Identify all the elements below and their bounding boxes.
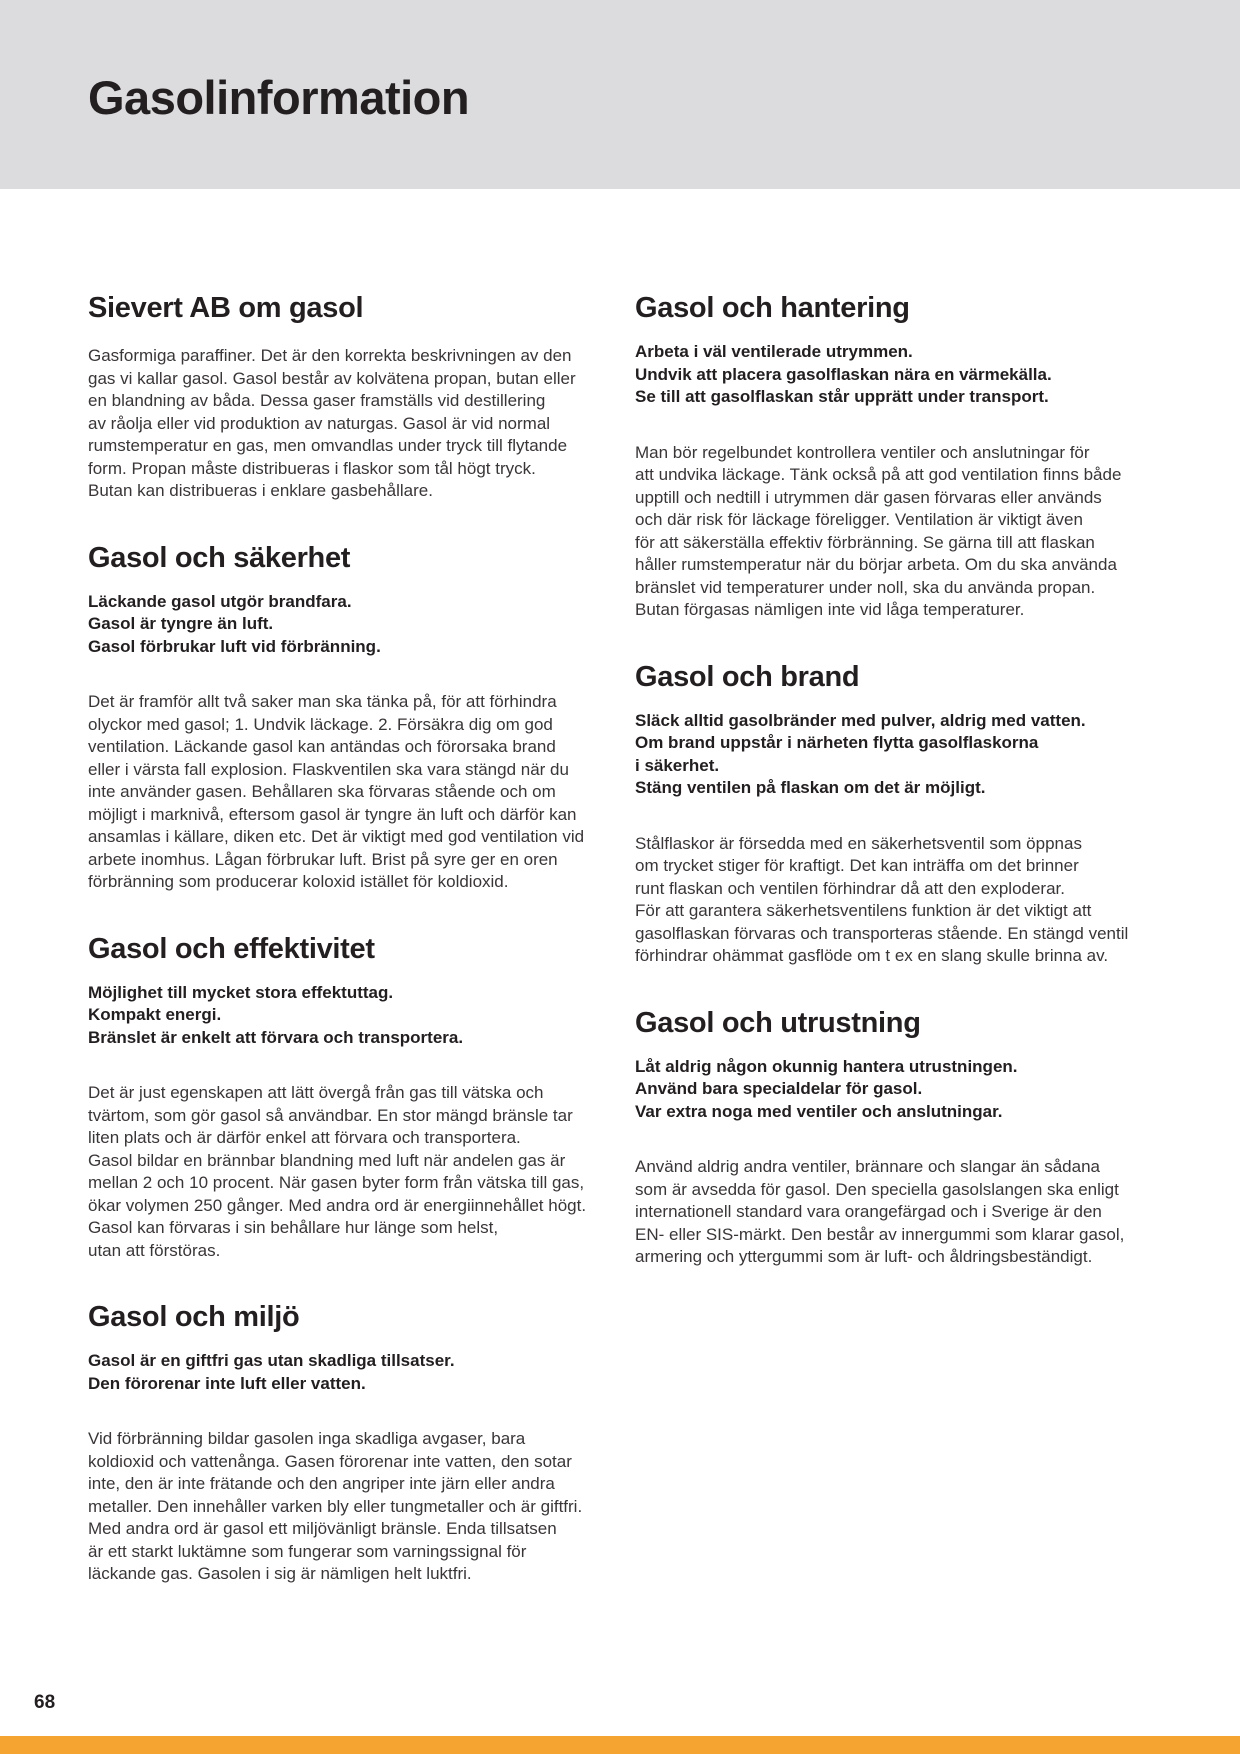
body-line: internationell standard vara orangefärgad och i Sverige är den <box>635 1202 1102 1221</box>
body-line: möjligt i marknivå, eftersom gasol är tyngre än luft och därför kan <box>88 804 577 824</box>
body-line: inte använder gasen. Behållaren ska förvaras stående och om <box>88 782 556 801</box>
lead-line: Låt aldrig någon okunnig hantera utrustningen. <box>635 1056 1018 1076</box>
body-line: Använd aldrig andra ventiler, brännare och slangar än sådana <box>635 1157 1100 1176</box>
lead-line: Om brand uppstår i närheten flytta gasolflaskorna <box>635 733 1039 752</box>
body-line: ansamlas i källare, diken etc. Det är viktigt med god ventilation vid <box>88 827 585 846</box>
body-line: bränslet vid temperaturer under noll, ska du använda propan. <box>635 577 1096 597</box>
page-title: Gasolinformation <box>88 71 470 124</box>
body-line: koldioxid och vattenånga. Gasen förorenar inte vatten, den sotar <box>88 1451 572 1471</box>
body-line: och där risk för läckage föreligger. Ventilation är viktigt även <box>635 510 1083 529</box>
article-section <box>88 930 608 1263</box>
body-line: Vid förbränning bildar gasolen inga skadliga avgaser, bara <box>88 1429 526 1448</box>
lead-line: Gasol förbrukar luft vid förbränning. <box>88 636 381 656</box>
section-heading: Sievert AB om gasol <box>88 292 364 324</box>
page-number: 68 <box>34 1692 56 1713</box>
body-line: är ett starkt luktämne som fungerar som varningssignal för <box>88 1541 527 1561</box>
body-line: Stålflaskor är försedda med en säkerhetsventil som öppnas <box>635 833 1082 853</box>
lead-line: Gasol är en giftfri gas utan skadliga tillsatser. <box>88 1351 455 1370</box>
article-section <box>635 658 1155 968</box>
body-line: runt flaskan och ventilen förhindrar då att den exploderar. <box>635 878 1065 898</box>
article-section <box>635 289 1155 622</box>
lead-line: Den förorenar inte luft eller vatten. <box>88 1373 366 1393</box>
lead-line: Läckande gasol utgör brandfara. <box>88 591 352 611</box>
lead-line: Se till att gasolflaskan står upprätt under transport. <box>635 387 1049 406</box>
lead-line: Arbeta i väl ventilerade utrymmen. <box>635 342 913 361</box>
section-lead <box>635 1042 1155 1124</box>
lead-line: Bränslet är enkelt att förvara och transportera. <box>88 1027 464 1047</box>
body-line: inte, den är inte frätande och den angriper inte järn eller andra <box>88 1474 555 1493</box>
body-line: form. Propan måste distribueras i flaskor som tål högt tryck. <box>88 458 536 478</box>
section-heading: Gasol och hantering <box>635 292 910 324</box>
body-line: för att säkerställa effektiv förbränning. Se gärna till att flaskan <box>635 532 1095 552</box>
section-heading: Gasol och säkerhet <box>88 541 351 574</box>
body-line: EN- eller SIS-märkt. Den består av innergummi som klarar gasol, <box>635 1224 1125 1244</box>
body-line: förbränning som producerar koloxid istället för koldioxid. <box>88 872 509 891</box>
body-line: att undvika läckage. Tänk också på att god ventilation finns både <box>635 465 1122 484</box>
section-heading: Gasol och miljö <box>88 1301 300 1333</box>
footer-stripe <box>0 1736 1240 1754</box>
body-line: gasolflaskan förvaras och transporteras stående. En stängd ventil <box>635 923 1129 943</box>
body-line: läckande gas. Gasolen i sig är nämligen helt luktfri. <box>88 1564 472 1583</box>
section-body <box>88 1049 608 1262</box>
right-column <box>635 289 1155 1305</box>
body-line: armering och yttergummi som är luft- och åldringsbeständigt. <box>635 1247 1093 1266</box>
article-section <box>635 1004 1155 1269</box>
section-body <box>88 658 608 894</box>
body-line: Det är just egenskapen att lätt övergå från gas till vätska och <box>88 1083 544 1102</box>
body-line: Med andra ord är gasol ett miljövänligt bränsle. Enda tillsatsen <box>88 1519 557 1538</box>
lead-line: Gasol är tyngre än luft. <box>88 614 274 633</box>
section-body <box>635 1123 1155 1269</box>
body-line: tvärtom, som gör gasol så användbar. En stor mängd bränsle tar <box>88 1105 573 1125</box>
body-line: ventilation. Läckande gasol kan antändas och förorsaka brand <box>88 737 556 756</box>
lead-line: Stäng ventilen på flaskan om det är möjligt. <box>635 778 986 797</box>
body-line: upptill och nedtill i utrymmen där gasen förvaras eller används <box>635 487 1102 507</box>
body-line: eller i värsta fall explosion. Flaskventilen ska vara stängd när du <box>88 759 569 779</box>
body-line: gas vi kallar gasol. Gasol består av kolvätena propan, butan eller <box>88 368 576 388</box>
body-line: Man bör regelbundet kontrollera ventiler och anslutningar för <box>635 442 1090 462</box>
body-line: ökar volymen 250 gånger. Med andra ord är energiinnehållet högt. <box>88 1195 587 1215</box>
body-line: För att garantera säkerhetsventilens funktion är det viktigt att <box>635 901 1092 920</box>
section-body <box>88 1395 608 1586</box>
lead-line: Släck alltid gasolbränder med pulver, aldrig med vatten. <box>635 710 1086 730</box>
body-line: Gasformiga paraffiner. Det är den korrekta beskrivningen av den <box>88 346 572 365</box>
lead-line: Undvik att placera gasolflaskan nära en värmekälla. <box>635 364 1052 384</box>
section-lead <box>88 968 608 1050</box>
lead-line: Var extra noga med ventiler och anslutningar. <box>635 1101 1003 1121</box>
section-lead <box>88 1336 608 1395</box>
article-section <box>88 289 608 503</box>
body-line: Gasol kan förvaras i sin behållare hur länge som helst, <box>88 1218 499 1237</box>
body-line: av råolja eller vid produktion av naturgas. Gasol är vid normal <box>88 413 551 433</box>
section-body <box>635 409 1155 622</box>
body-line: Butan förgasas nämligen inte vid låga temperaturer. <box>635 600 1025 619</box>
section-body <box>88 327 608 503</box>
lead-line: Kompakt energi. <box>88 1005 222 1024</box>
article-section <box>88 539 608 894</box>
body-line: Det är framför allt två saker man ska tänka på, för att förhindra <box>88 692 557 711</box>
section-lead <box>635 696 1155 800</box>
lead-line: i säkerhet. <box>635 755 720 775</box>
section-heading: Gasol och utrustning <box>635 1006 921 1039</box>
body-line: Butan kan distribueras i enklare gasbehållare. <box>88 481 433 500</box>
section-lead <box>635 327 1155 409</box>
body-line: som är avsedda för gasol. Den speciella gasolslangen ska enligt <box>635 1179 1119 1199</box>
body-line: Gasol bildar en brännbar blandning med luft när andelen gas är <box>88 1150 566 1170</box>
body-line: liten plats och är därför enkel att förvara och transportera. <box>88 1128 521 1147</box>
body-line: om trycket stiger för kraftigt. Det kan inträffa om det brinner <box>635 856 1079 875</box>
section-heading: Gasol och brand <box>635 660 860 693</box>
section-lead <box>88 577 608 659</box>
body-line: håller rumstemperatur när du börjar arbeta. Om du ska använda <box>635 555 1117 574</box>
body-line: mellan 2 och 10 procent. När gasen byter form från vätska till gas, <box>88 1173 585 1192</box>
body-line: metaller. Den innehåller varken bly eller tungmetaller och är giftfri. <box>88 1496 583 1516</box>
left-column <box>88 289 608 1622</box>
body-line: utan att förstöras. <box>88 1240 221 1260</box>
header-band <box>0 0 1240 189</box>
body-line: olyckor med gasol; 1. Undvik läckage. 2. Försäkra dig om god <box>88 714 553 734</box>
body-line: rumstemperatur en gas, men omvandlas under tryck till flytande <box>88 436 568 455</box>
lead-line: Använd bara specialdelar för gasol. <box>635 1079 923 1098</box>
body-line: arbete inomhus. Lågan förbrukar luft. Brist på syre ger en oren <box>88 849 558 869</box>
body-line: en blandning av båda. Dessa gaser framställs vid destillering <box>88 391 546 410</box>
article-section <box>88 1298 608 1586</box>
lead-line: Möjlighet till mycket stora effektuttag. <box>88 982 394 1002</box>
section-heading: Gasol och effektivitet <box>88 932 375 965</box>
body-line: förhindrar ohämmat gasflöde om t ex en slang skulle brinna av. <box>635 946 1109 965</box>
section-body <box>635 800 1155 968</box>
